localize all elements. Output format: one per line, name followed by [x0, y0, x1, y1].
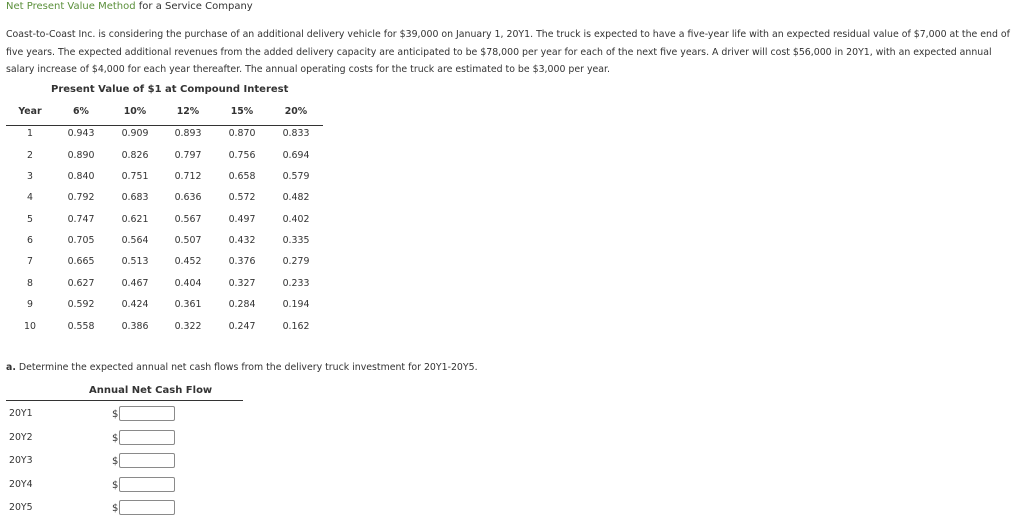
pv-factor-cell: 0.840	[67, 171, 95, 182]
pv-factor-cell: 0.665	[67, 256, 95, 267]
pv-factor-cell: 0.361	[174, 299, 202, 310]
problem-title-rest: for a Service Company	[138, 1, 253, 12]
pv-factor-cell: 0.452	[174, 256, 202, 267]
currency-symbol: $	[112, 456, 119, 467]
pv-factor-cell: 0.564	[121, 235, 149, 246]
pv-factor-cell: 0.592	[67, 299, 95, 310]
pv-year-cell: 1	[27, 128, 33, 139]
cash-flow-input-20y1[interactable]	[119, 406, 175, 421]
cash-flow-input-20y2[interactable]	[119, 430, 175, 445]
pv-factor-cell: 0.279	[282, 256, 310, 267]
pv-factor-cell: 0.162	[282, 321, 310, 332]
pv-factor-cell: 0.893	[174, 128, 202, 139]
pv-factor-cell: 0.558	[67, 321, 95, 332]
cash-flow-input-20y3[interactable]	[119, 453, 175, 468]
pv-factor-cell: 0.658	[228, 171, 256, 182]
pv-factor-cell: 0.627	[67, 278, 95, 289]
cash-flow-year-label: 20Y5	[9, 502, 33, 513]
pv-factor-cell: 0.507	[174, 235, 202, 246]
pv-factor-cell: 0.747	[67, 214, 95, 225]
currency-symbol: $	[112, 480, 119, 491]
pv-factor-cell: 0.497	[228, 214, 256, 225]
pv-table-header: 12%	[176, 106, 200, 117]
question-a-letter: a.	[6, 362, 16, 373]
pv-factor-cell: 0.432	[228, 235, 256, 246]
pv-factor-cell: 0.705	[67, 235, 95, 246]
pv-factor-cell: 0.870	[228, 128, 256, 139]
pv-table-header: Year	[18, 106, 42, 117]
pv-factor-cell: 0.247	[228, 321, 256, 332]
pv-table-header: 20%	[284, 106, 308, 117]
cash-flow-input-20y4[interactable]	[119, 477, 175, 492]
currency-symbol: $	[112, 409, 119, 420]
pv-factor-cell: 0.424	[121, 299, 149, 310]
pv-year-cell: 9	[27, 299, 33, 310]
pv-factor-cell: 0.833	[282, 128, 310, 139]
pv-factor-cell: 0.826	[121, 150, 149, 161]
cash-flow-year-label: 20Y2	[9, 432, 33, 443]
cash-flow-year-label: 20Y1	[9, 408, 33, 419]
pv-factor-cell: 0.751	[121, 171, 149, 182]
pv-factor-cell: 0.322	[174, 321, 202, 332]
pv-factor-cell: 0.694	[282, 150, 310, 161]
pv-factor-cell: 0.513	[121, 256, 149, 267]
problem-title	[6, 1, 253, 13]
pv-table-header: 15%	[230, 106, 254, 117]
pv-factor-cell: 0.482	[282, 192, 310, 203]
pv-factor-cell: 0.683	[121, 192, 149, 203]
pv-year-cell: 7	[27, 256, 33, 267]
pv-factor-cell: 0.284	[228, 299, 256, 310]
pv-table-caption: Present Value of $1 at Compound Interest	[51, 84, 289, 95]
cash-flow-year-label: 20Y4	[9, 479, 33, 490]
pv-table-header: 6%	[73, 106, 89, 117]
problem-title-link[interactable]: Net Present Value Method	[6, 1, 136, 12]
pv-factor-cell: 0.756	[228, 150, 256, 161]
pv-factor-cell: 0.636	[174, 192, 202, 203]
cash-flow-input-20y5[interactable]	[119, 500, 175, 515]
pv-factor-cell: 0.909	[121, 128, 149, 139]
pv-factor-cell: 0.402	[282, 214, 310, 225]
cash-flow-header-rule	[6, 400, 243, 401]
pv-factor-cell: 0.467	[121, 278, 149, 289]
pv-factor-cell: 0.792	[67, 192, 95, 203]
pv-year-cell: 6	[27, 235, 33, 246]
question-a	[6, 362, 478, 374]
pv-factor-cell: 0.386	[121, 321, 149, 332]
currency-symbol: $	[112, 433, 119, 444]
pv-factor-cell: 0.376	[228, 256, 256, 267]
pv-factor-cell: 0.233	[282, 278, 310, 289]
pv-year-cell: 5	[27, 214, 33, 225]
pv-year-cell: 8	[27, 278, 33, 289]
pv-factor-cell: 0.572	[228, 192, 256, 203]
question-a-text: Determine the expected annual net cash flows from the delivery truck investment for 20Y1-20Y5.	[18, 362, 478, 373]
pv-factor-cell: 0.194	[282, 299, 310, 310]
pv-factor-cell: 0.890	[67, 150, 95, 161]
pv-factor-cell: 0.335	[282, 235, 310, 246]
pv-factor-cell: 0.327	[228, 278, 256, 289]
pv-year-cell: 3	[27, 171, 33, 182]
pv-factor-cell: 0.579	[282, 171, 310, 182]
pv-factor-cell: 0.943	[67, 128, 95, 139]
pv-year-cell: 2	[27, 150, 33, 161]
pv-factor-cell: 0.621	[121, 214, 149, 225]
pv-factor-cell: 0.712	[174, 171, 202, 182]
pv-year-cell: 4	[27, 192, 33, 203]
pv-factor-cell: 0.797	[174, 150, 202, 161]
pv-table-header-rule	[6, 125, 323, 126]
pv-year-cell: 10	[24, 321, 36, 332]
pv-table-header: 10%	[123, 106, 147, 117]
cash-flow-year-label: 20Y3	[9, 455, 33, 466]
cash-flow-header: Annual Net Cash Flow	[89, 385, 213, 396]
problem-description: Coast-to-Coast Inc. is considering the purchase of an additional delivery vehicle for $39,000 on January 1, 20Y1. The truck is expected to have a five-year life with an expected residual value of $7,000 at the end of five years. The expected additional revenues from the added delivery capacity are anticipated to be $78,000 per year for each of the next five years. A driver will cost $56,000 in 20Y1, with an expected annual salary increase of $4,000 for each year thereafter. The annual operating costs for the truck are estimated to be $3,000 per year.	[6, 29, 1010, 75]
pv-factor-cell: 0.567	[174, 214, 202, 225]
pv-factor-cell: 0.404	[174, 278, 202, 289]
currency-symbol: $	[112, 503, 119, 514]
